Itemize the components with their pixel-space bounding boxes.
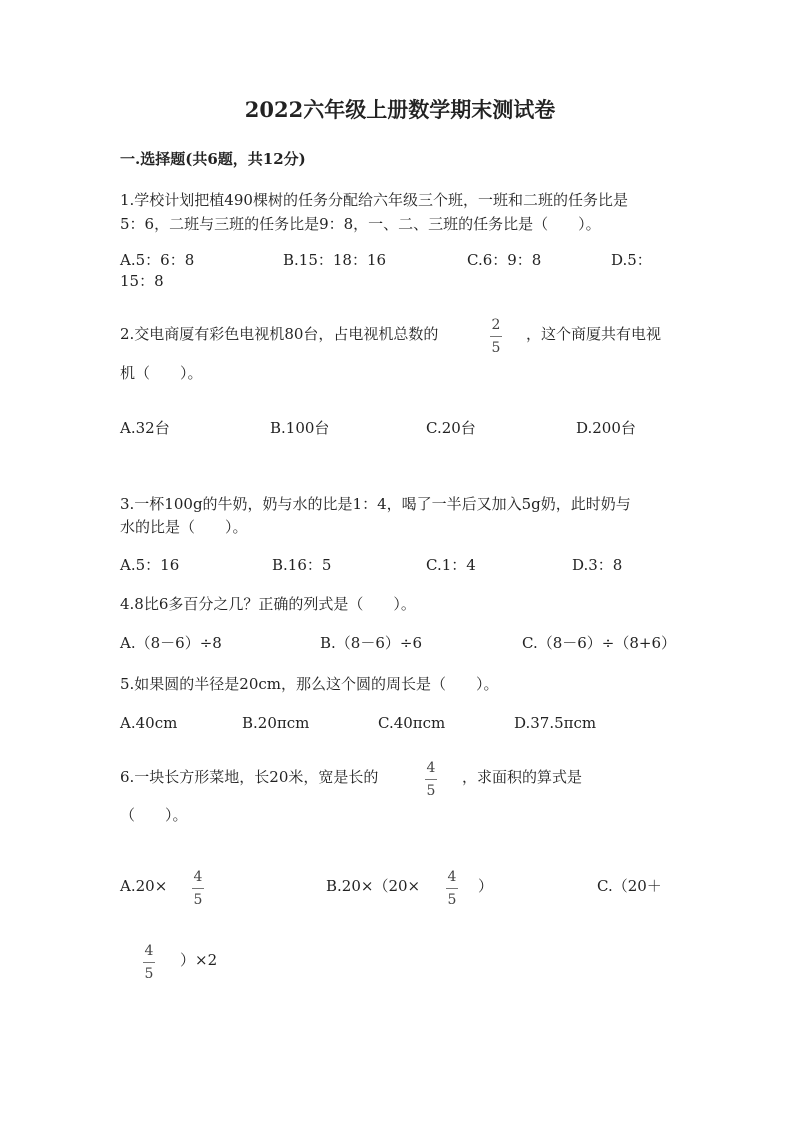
fraction-bar [446,888,458,889]
question-5-option-a[interactable]: A.40cm [120,714,178,732]
question-6-option-b-close: ） [478,877,494,895]
fraction-bar [143,962,155,963]
fraction-bar [490,336,502,337]
question-2-text-pre: 2.交电商厦有彩色电视机80台，占电视机总数的 [120,325,439,343]
question-2-option-b[interactable]: B.100台 [270,419,330,437]
question-6-option-c[interactable]: C.（20＋ [597,877,662,895]
question-6-option-a[interactable]: A.20× [120,877,168,895]
fraction-denominator: 5 [144,966,154,982]
question-4-option-b[interactable]: B.（8－6）÷6 [320,634,422,652]
question-1-text-line2: 5：6，二班与三班的任务比是9：8，一、二、三班的任务比是（ ）。 [120,215,601,233]
question-3-option-d[interactable]: D.3：8 [572,556,623,574]
question-2-text-line2: 机（ ）。 [120,364,203,382]
fraction-denominator: 5 [426,783,436,799]
question-1-option-d-cont: 15：8 [120,272,164,290]
question-4-option-c[interactable]: C.（8－6）÷（8+6） [522,634,677,652]
question-6-text-pre: 6.一块长方形菜地，长20米，宽是长的 [120,768,379,786]
fraction-bar [192,888,204,889]
question-1-option-d[interactable]: D.5： [611,251,652,269]
fraction-denominator: 5 [447,892,457,908]
question-6-option-b-fraction [446,869,458,908]
question-1-option-a[interactable]: A.5：6：8 [120,251,195,269]
question-6-option-b[interactable]: B.20×（20× [326,877,421,895]
fraction-numerator: 2 [491,317,501,333]
question-2-text-post: ，这个商厦共有电视 [526,325,662,343]
question-5-option-c[interactable]: C.40πcm [378,714,446,732]
question-4-text: 4.8比6多百分之几？正确的列式是（ ）。 [120,595,416,613]
question-1-option-c[interactable]: C.6：9：8 [467,251,542,269]
question-6-option-c-close: ）×2 [180,951,218,969]
question-3-option-a[interactable]: A.5：16 [120,556,180,574]
question-1-option-b[interactable]: B.15：18：16 [283,251,387,269]
question-2-option-d[interactable]: D.200台 [576,419,636,437]
question-3-text-line2: 水的比是（ ）。 [120,518,248,536]
fraction-numerator: 4 [193,869,203,885]
question-6-option-c-fraction [143,943,155,982]
question-3-option-c[interactable]: C.1：4 [426,556,476,574]
question-6-text-post: ，求面积的算式是 [462,768,583,786]
fraction-bar [425,779,437,780]
question-2-fraction [490,317,502,356]
question-4-option-a[interactable]: A.（8－6）÷8 [120,634,222,652]
fraction-denominator: 5 [491,340,501,356]
question-1-text-line1: 1.学校计划把植490棵树的任务分配给六年级三个班，一班和二班的任务比是 [120,191,628,209]
fraction-numerator: 4 [426,760,436,776]
question-6-fraction [425,760,437,799]
page-title: 2022六年级上册数学期末测试卷 [244,97,556,122]
question-5-text: 5.如果圆的半径是20cm，那么这个圆的周长是（ ）。 [120,675,499,693]
question-5-option-b[interactable]: B.20πcm [242,714,310,732]
question-3-text-line1: 3.一杯100g的牛奶，奶与水的比是1：4，喝了一半后又加入5g奶，此时奶与 [120,495,631,513]
fraction-denominator: 5 [193,892,203,908]
fraction-numerator: 4 [447,869,457,885]
section-heading: 一.选择题(共6题，共12分) [120,150,306,168]
question-6-text-line2: （ ）。 [120,806,188,824]
question-6-option-a-fraction [192,869,204,908]
question-2-option-a[interactable]: A.32台 [120,419,170,437]
question-5-option-d[interactable]: D.37.5πcm [514,714,597,732]
fraction-numerator: 4 [144,943,154,959]
question-3-option-b[interactable]: B.16：5 [272,556,332,574]
question-2-option-c[interactable]: C.20台 [426,419,476,437]
